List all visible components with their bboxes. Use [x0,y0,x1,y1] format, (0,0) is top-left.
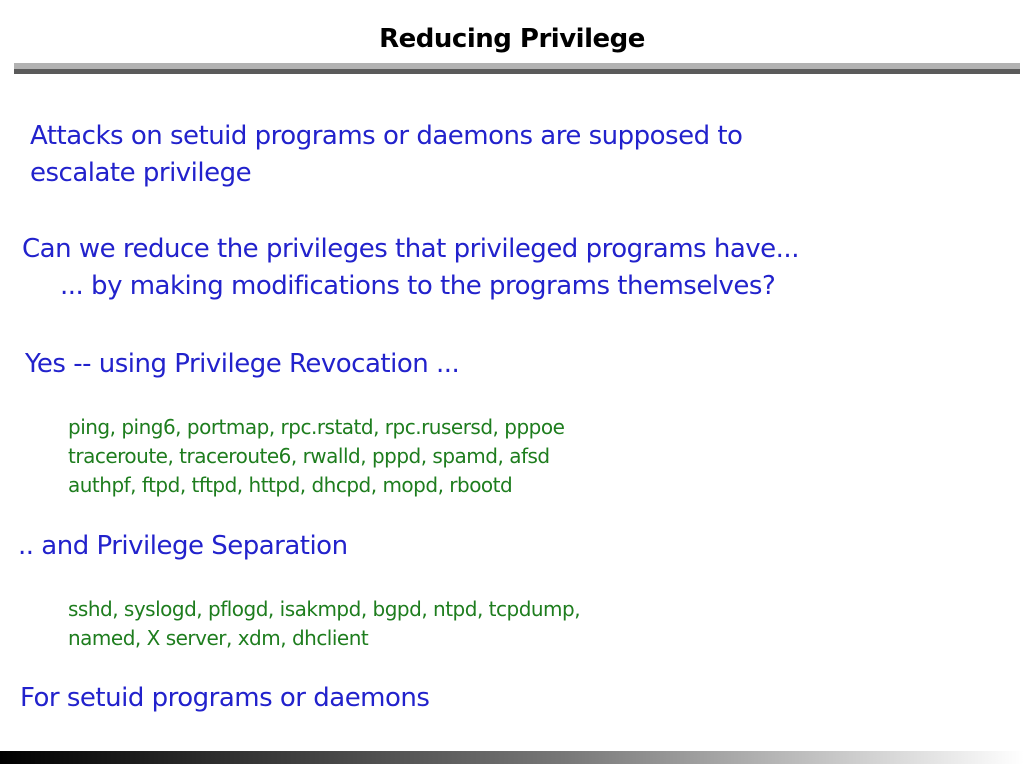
attacks-paragraph [30,118,742,192]
separator-dark-band [14,69,1020,74]
attacks-line-2: escalate privilege [30,158,252,188]
slide-title: Reducing Privilege [379,24,645,54]
closing-line [20,680,429,717]
program-line: traceroute, traceroute6, rwalld, pppd, spamd, afsd [68,444,550,468]
title-separator-rule [14,63,1020,74]
separation-heading [18,528,348,565]
attacks-line-1: Attacks on setuid programs or daemons are supposed to [30,121,743,151]
program-line: sshd, syslogd, pflogd, isakmpd, bgpd, ntpd, tcpdump, [68,597,581,621]
reduce-question-paragraph [22,231,799,305]
question-line-2: ... by making modifications to the programs themselves? [60,271,776,301]
program-line: ping, ping6, portmap, rpc.rstatd, rpc.rusersd, pppoe [68,415,565,439]
question-line-1: Can we reduce the privileges that privileged programs have... [22,234,799,264]
program-line: authpf, ftpd, tftpd, httpd, dhcpd, mopd, rbootd [68,473,513,497]
separation-program-list [68,595,580,653]
revocation-program-list [68,413,564,500]
revocation-heading [25,346,459,383]
revocation-heading-text: Yes -- using Privilege Revocation ... [25,349,460,379]
footer-gradient-rule [0,751,1024,764]
closing-line-text: For setuid programs or daemons [20,683,430,713]
program-line: named, X server, xdm, dhclient [68,626,369,650]
separation-heading-text: .. and Privilege Separation [18,531,348,561]
